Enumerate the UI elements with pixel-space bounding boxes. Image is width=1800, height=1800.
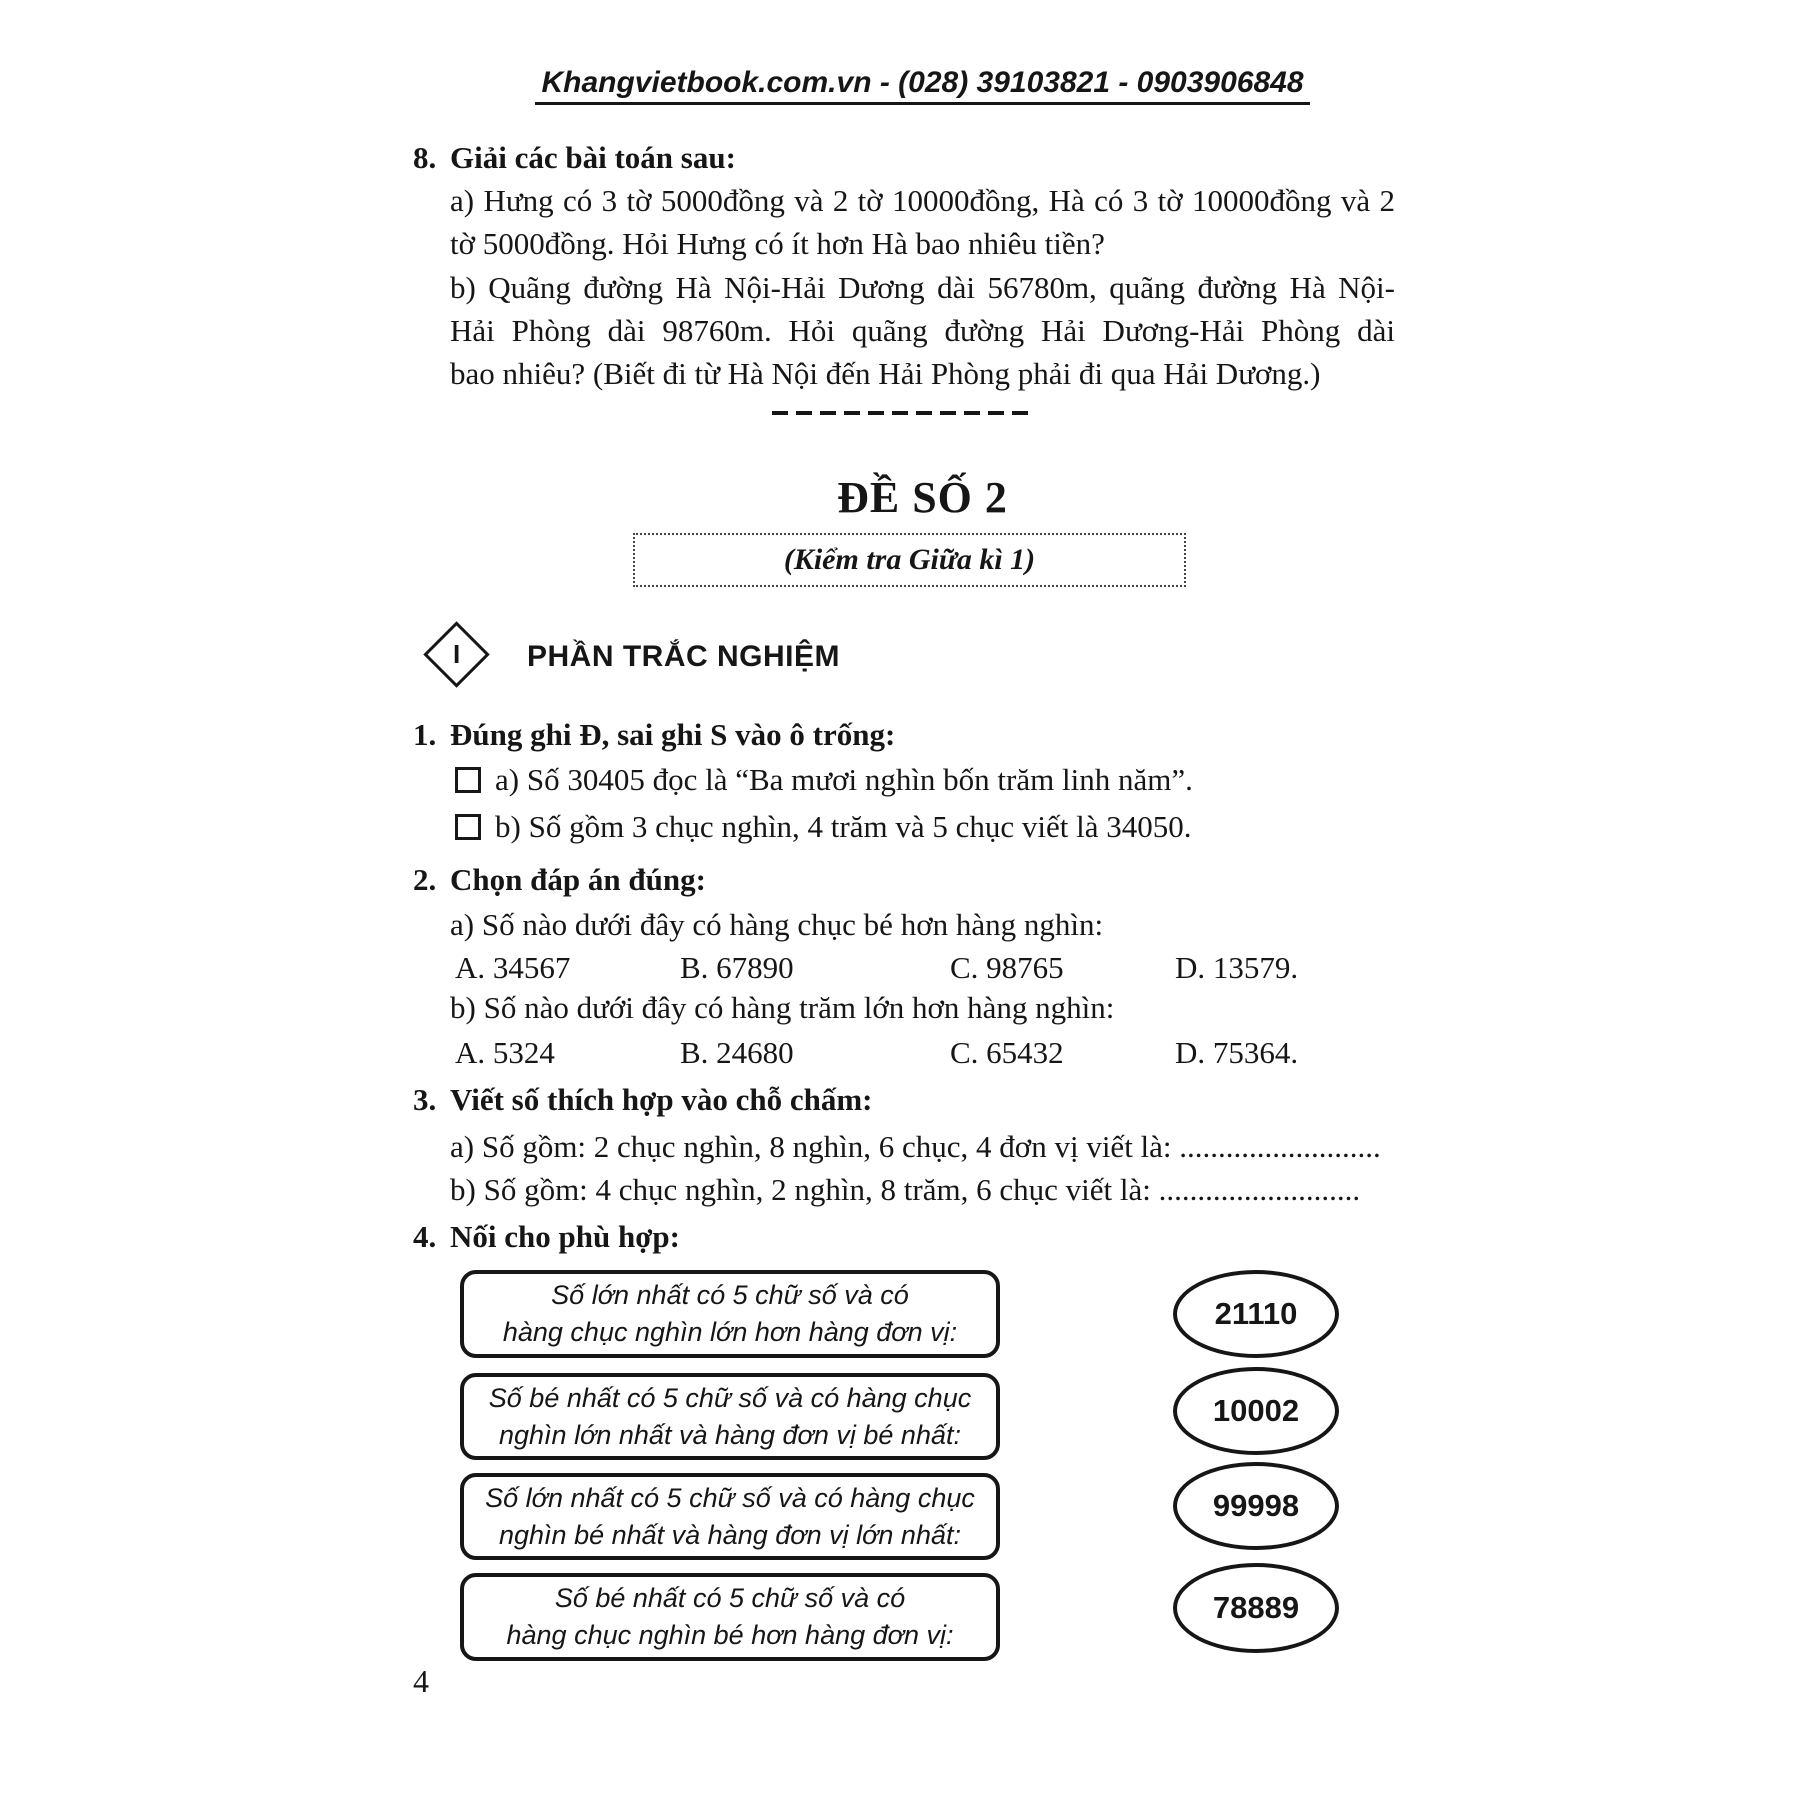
answer-checkbox-a[interactable]: [455, 767, 481, 793]
q2b-option-a[interactable]: A. 5324: [455, 1035, 555, 1070]
q2b-option-d[interactable]: D. 75364.: [1175, 1035, 1299, 1070]
page-header: [450, 66, 1395, 105]
q2-question-b: b) Số nào dưới đây có hàng trăm lớn hơn hàng nghìn:: [450, 990, 1115, 1025]
match-ellipse-21110[interactable]: 21110: [1173, 1270, 1339, 1358]
q2a-option-c[interactable]: C. 98765: [950, 950, 1064, 985]
q2-title: Chọn đáp án đúng:: [450, 862, 706, 897]
q8-number: 8.: [413, 140, 437, 175]
match-box-3[interactable]: [460, 1473, 1000, 1560]
section-marker-diamond: [423, 621, 489, 687]
exam-subtitle-box: [633, 533, 1186, 587]
exam-title: ĐỀ SỐ 2: [837, 473, 1008, 522]
q2a-option-d[interactable]: D. 13579.: [1175, 950, 1299, 985]
match-box-2-line1: Số bé nhất có 5 chữ số và có hàng chục: [488, 1382, 972, 1413]
section-marker-label: I: [452, 638, 461, 669]
match-box-1-line1: Số lớn nhất có 5 chữ số và có: [551, 1280, 909, 1310]
q1-item-a-text: a) Số 30405 đọc là “Ba mươi nghìn bốn trăm linh năm”.: [495, 762, 1193, 797]
q8-part-a-line: a) Hưng có 3 tờ 5000đồng và 2 tờ 10000đồng, Hà có 3 tờ 10000đồng và 2: [450, 183, 1395, 218]
q2b-option-c[interactable]: C. 65432: [950, 1035, 1064, 1070]
q3-item-b[interactable]: b) Số gồm: 4 chục nghìn, 2 nghìn, 8 trăm, 6 chục viết là: ..........................: [450, 1172, 1361, 1207]
page-number: 4: [413, 1663, 429, 1699]
match-ellipse-99998[interactable]: 99998: [1173, 1462, 1339, 1550]
q4-title: Nối cho phù hợp:: [450, 1219, 680, 1254]
q8-part-b-line: b) Quãng đường Hà Nội-Hải Dương dài 56780m, quãng đường Hà Nội-: [450, 270, 1395, 305]
q1-item-b-text: b) Số gồm 3 chục nghìn, 4 trăm và 5 chục viết là 34050.: [495, 809, 1192, 844]
q1-item-b-row: [455, 809, 1192, 845]
answer-checkbox-b[interactable]: [455, 814, 481, 840]
match-box-1[interactable]: [460, 1270, 1000, 1358]
q8-part-b-line: bao nhiêu? (Biết đi từ Hà Nội đến Hải Phòng phải đi qua Hải Dương.): [450, 356, 1321, 391]
q8-part-b-line: Hải Phòng dài 98760m. Hỏi quãng đường Hải Dương-Hải Phòng dài: [450, 313, 1395, 348]
match-box-3-line1: Số lớn nhất có 5 chữ số và có hàng chục: [485, 1482, 975, 1513]
match-box-4-line1: Số bé nhất có 5 chữ số và có: [554, 1583, 906, 1613]
match-box-4[interactable]: [460, 1573, 1000, 1661]
q8-title: Giải các bài toán sau:: [450, 140, 736, 175]
exam-subtitle: (Kiểm tra Giữa kì 1): [783, 543, 1036, 576]
dashed-separator: [772, 411, 1030, 415]
match-box-2-line2: nghìn lớn nhất và hàng đơn vị bé nhất:: [499, 1419, 961, 1450]
q1-title: Đúng ghi Đ, sai ghi S vào ô trống:: [450, 717, 896, 752]
q3-title: Viết số thích hợp vào chỗ chấm:: [450, 1082, 873, 1117]
match-box-3-line2: nghìn bé nhất và hàng đơn vị lớn nhất:: [499, 1519, 961, 1550]
q2a-option-b[interactable]: B. 67890: [680, 950, 794, 985]
match-box-2[interactable]: [460, 1373, 1000, 1460]
q3-item-a[interactable]: a) Số gồm: 2 chục nghìn, 8 nghìn, 6 chục, 4 đơn vị viết là: ..........................: [450, 1129, 1381, 1164]
header-website-phone: Khangvietbook.com.vn - (028) 39103821 - 0903906848: [535, 66, 1309, 105]
q2b-option-b[interactable]: B. 24680: [680, 1035, 794, 1070]
q2-number: 2.: [413, 862, 437, 897]
section-title: PHẦN TRẮC NGHIỆM: [527, 640, 840, 673]
match-ellipse-78889[interactable]: 78889: [1173, 1563, 1339, 1653]
q3-number: 3.: [413, 1082, 437, 1117]
q1-number: 1.: [413, 717, 437, 752]
q8-part-a-line: tờ 5000đồng. Hỏi Hưng có ít hơn Hà bao nhiêu tiền?: [450, 226, 1105, 261]
q1-item-a-row: [455, 762, 1193, 798]
match-box-4-line2: hàng chục nghìn bé hơn hàng đơn vị:: [506, 1620, 954, 1650]
q2-question-a: a) Số nào dưới đây có hàng chục bé hơn hàng nghìn:: [450, 907, 1104, 942]
match-box-1-line2: hàng chục nghìn lớn hơn hàng đơn vị:: [502, 1317, 958, 1347]
match-ellipse-10002[interactable]: 10002: [1173, 1367, 1339, 1455]
q4-number: 4.: [413, 1219, 437, 1254]
q2a-option-a[interactable]: A. 34567: [455, 950, 571, 985]
